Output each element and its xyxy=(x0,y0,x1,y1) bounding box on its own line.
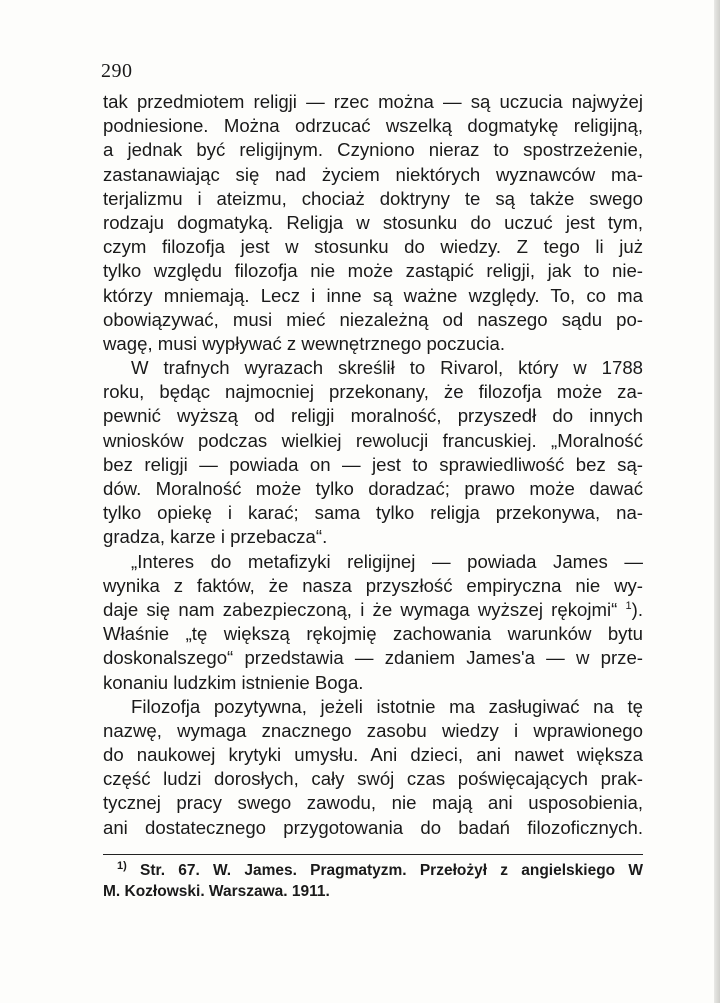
text-line: do naukowej krytyki umysłu. Ani dzieci, ani nawet większa xyxy=(103,744,643,766)
text-line: obowiązywać, musi mieć niezależną od naszego sądu po- xyxy=(103,308,643,330)
text-line: tycznej pracy swego zawodu, nie mają ani usposobienia, xyxy=(103,792,643,814)
footnote-reference-suffix: ). xyxy=(631,598,644,620)
text-line: a jednak być religijnym. Czyniono nieraz to spostrzeżenie, xyxy=(103,139,643,161)
page-number: 290 xyxy=(101,60,133,82)
text-line: tak przedmiotem religji — rzec można — są uczucia najwyżej xyxy=(103,91,643,112)
text-line: tylko względu filozofja nie może zastąpić religji, jak to nie- xyxy=(103,260,643,282)
text-line: pewnić wyższą od religji moralność, przyszedł do innych xyxy=(103,405,643,427)
body-text xyxy=(103,90,643,840)
footnote-reference: 1 xyxy=(625,599,632,612)
footnote-line xyxy=(103,860,643,881)
footnote-marker: 1) xyxy=(117,859,127,872)
text-line: nazwę, wymaga znacznego zasobu wiedzy i wprawionego xyxy=(103,719,643,741)
text-line: wynika z faktów, że nasza przyszłość empiryczna nie wy- xyxy=(103,574,643,596)
text-line: konaniu ludzkim istnienie Boga. xyxy=(103,671,364,693)
text-line: terjalizmu i ateizmu, chociaż doktryny te są także swego xyxy=(103,187,643,209)
footnote-line: M. Kozłowski. Warszawa. 1911. xyxy=(103,883,330,900)
text-line: którzy mniemają. Lecz i inne są ważne względy. To, co ma xyxy=(103,284,643,306)
text-line: podniesione. Można odrzucać wszelką dogmatykę religijną, xyxy=(103,115,643,137)
text-line: wagę, musi wypływać z wewnętrznego poczucia. xyxy=(103,332,506,354)
footnote-separator xyxy=(103,854,643,855)
text-line: ani dostatecznego przygotowania do badań filozoficznych. xyxy=(103,816,643,838)
text-line: czym filozofja jest w stosunku do wiedzy. Z tego li już xyxy=(103,236,643,258)
text-line: „Interes do metafizyki religijnej — powiada James — xyxy=(131,550,643,572)
text-line: wniosków podczas wielkiej rewolucji francuskiej. „Moralność xyxy=(103,429,643,451)
text-line: dów. Moralność może tylko doradzać; prawo może dawać xyxy=(103,478,643,499)
page-edge-shadow xyxy=(714,0,720,1003)
text-line: zastanawiając się nad życiem niektórych wyznawców ma- xyxy=(103,163,643,185)
footnote xyxy=(103,860,643,902)
text-line-with-footnote-ref xyxy=(103,598,643,622)
text-line: W trafnych wyrazach skreślił to Rivarol, który w 1788 xyxy=(131,357,643,379)
footnote-text: Str. 67. W. James. Pragmatyzm. Przełożył z angielskiego W xyxy=(140,862,643,879)
text-line: część ludzi dorosłych, cały swój czas poświęcających prak- xyxy=(103,768,643,790)
text-line-content: daje się nam zabezpieczoną, i że wymaga wyższej rękojmi“ xyxy=(103,598,618,620)
text-line: roku, będąc najmocniej przekonany, że filozofja może za- xyxy=(103,381,643,403)
text-line: Właśnie „tę większą rękojmię zachowania warunków bytu xyxy=(103,623,643,645)
text-line: doskonalszego“ przedstawia — zdaniem James'a — w prze- xyxy=(103,647,643,669)
text-line: tylko opiekę i karać; sama tylko religja przekonywa, na- xyxy=(103,502,643,524)
text-line: rodzaju dogmatyką. Religja w stosunku do uczuć jest tym, xyxy=(103,211,643,233)
text-line: Filozofja pozytywna, jeżeli istotnie ma zasługiwać na tę xyxy=(131,695,643,717)
text-line: gradza, karze i przebacza“. xyxy=(103,526,328,548)
text-line: bez religji — powiada on — jest to sprawiedliwość bez są- xyxy=(103,453,643,475)
